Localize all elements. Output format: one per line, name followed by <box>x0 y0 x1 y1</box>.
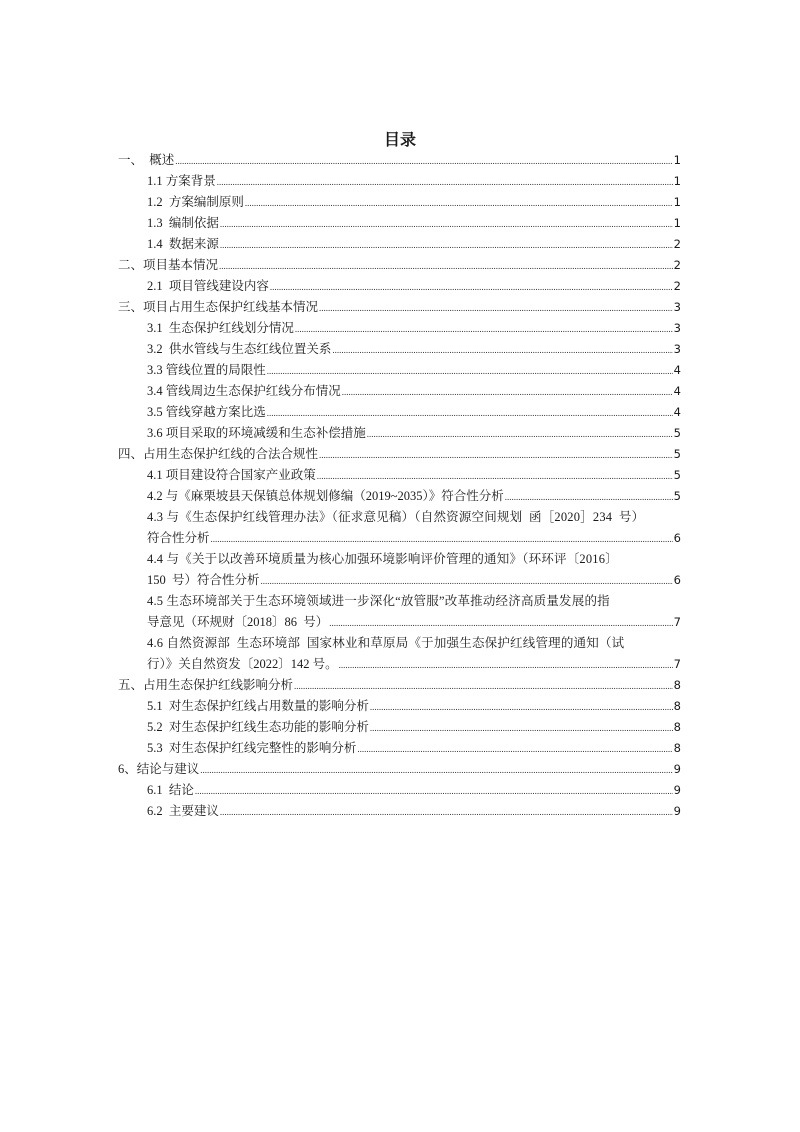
toc-entry-label: 行）》关自然资发〔2022〕142 号。 <box>147 657 338 671</box>
dot-leader <box>294 675 673 697</box>
toc-entry-label: 2.1 项目管线建设内容 <box>147 279 269 293</box>
toc-page-number: 4 <box>673 363 681 377</box>
toc-entry-6-1[interactable] <box>118 780 681 801</box>
toc-page-number: 2 <box>673 258 681 272</box>
toc-entry-label: 5.2 对生态保护红线生态功能的影响分析 <box>147 720 369 734</box>
toc-page-number: 7 <box>673 615 681 629</box>
dot-leader <box>317 465 673 487</box>
dot-leader <box>261 570 673 592</box>
toc-entry-5-3[interactable] <box>118 738 681 759</box>
toc-page-number: 7 <box>673 657 681 671</box>
dot-leader <box>200 759 672 781</box>
toc-entry-4-2[interactable] <box>118 486 681 507</box>
toc-entry-label: 3.6 项目采取的环境减缓和生态补偿措施 <box>147 426 366 440</box>
toc-entry-4-6[interactable] <box>118 633 681 675</box>
toc-entry-label: 一、 概述 <box>118 153 175 167</box>
toc-page-number: 4 <box>673 384 681 398</box>
toc-entry-3-6[interactable] <box>118 423 681 444</box>
toc-page-number: 4 <box>673 405 681 419</box>
toc-entry-label: 6.2 主要建议 <box>147 804 219 818</box>
toc-page-number: 5 <box>673 468 681 482</box>
toc-entry-5[interactable] <box>118 675 681 696</box>
toc-entry-1[interactable] <box>118 150 681 171</box>
toc-page-number: 5 <box>673 447 681 461</box>
dot-leader <box>370 717 673 739</box>
toc-entry-6[interactable] <box>118 759 681 780</box>
toc-page-number: 5 <box>673 426 681 440</box>
toc-page-number: 1 <box>673 174 681 188</box>
toc-entry-5-1[interactable] <box>118 696 681 717</box>
toc-page-number: 6 <box>673 573 681 587</box>
toc-title: 目录 <box>383 130 416 149</box>
toc-entry-1-3[interactable] <box>118 213 681 234</box>
toc-entry-first-line: 4.3 与《生态保护红线管理办法》（征求意见稿）（自然资源空间规划 函［2020］234 号） <box>147 510 645 524</box>
toc-entry-6-2[interactable] <box>118 801 681 822</box>
dot-leader <box>505 486 673 508</box>
table-of-contents <box>118 150 681 822</box>
dot-leader <box>332 339 672 361</box>
dot-leader <box>211 528 673 550</box>
dot-leader <box>329 612 672 634</box>
toc-entry-label: 3.4 管线周边生态保护红线分布情况 <box>147 384 341 398</box>
toc-entry-label: 150 号）符合性分析 <box>147 573 260 587</box>
toc-entry-first-line: 4.4 与《关于以改善环境质量为核心加强环境影响评价管理的通知》（环环评〔2016〕 <box>147 552 618 566</box>
toc-page-number: 8 <box>673 720 681 734</box>
toc-page-number: 1 <box>673 195 681 209</box>
toc-entry-label: 5.3 对生态保护红线完整性的影响分析 <box>147 741 357 755</box>
toc-entry-3-3[interactable] <box>118 360 681 381</box>
toc-entry-label: 3.2 供水管线与生态红线位置关系 <box>147 342 332 356</box>
toc-entry-3-5[interactable] <box>118 402 681 423</box>
dot-leader <box>245 192 673 214</box>
toc-entry-4-5[interactable] <box>118 591 681 633</box>
dot-leader <box>219 255 673 277</box>
toc-entry-label: 二、项目基本情况 <box>118 258 219 272</box>
dot-leader <box>357 738 672 760</box>
toc-entry-2-1[interactable] <box>118 276 681 297</box>
toc-entry-label: 6、结论与建议 <box>118 762 200 776</box>
toc-entry-3-2[interactable] <box>118 339 681 360</box>
toc-entry-1-2[interactable] <box>118 192 681 213</box>
toc-entry-label: 5.1 对生态保护红线占用数量的影响分析 <box>147 699 369 713</box>
dot-leader <box>267 402 673 424</box>
toc-entry-3[interactable] <box>118 297 681 318</box>
toc-page-number: 8 <box>673 741 681 755</box>
toc-page-number: 9 <box>673 804 681 818</box>
dot-leader <box>319 297 673 319</box>
dot-leader <box>319 444 673 466</box>
dot-leader <box>195 780 673 802</box>
toc-page-number: 8 <box>673 699 681 713</box>
toc-entry-label: 五、占用生态保护红线影响分析 <box>118 678 294 692</box>
dot-leader <box>220 213 673 235</box>
toc-entry-first-line: 4.5 生态环境部关于生态环境领域进一步深化“放管服”改革推动经济高质量发展的指 <box>147 594 610 608</box>
toc-page-number: 3 <box>673 321 681 335</box>
toc-page-number: 3 <box>673 342 681 356</box>
toc-entry-5-2[interactable] <box>118 717 681 738</box>
toc-page-number: 9 <box>673 762 681 776</box>
dot-leader <box>367 423 673 445</box>
toc-entry-1-1[interactable] <box>118 171 681 192</box>
toc-page-number: 1 <box>673 216 681 230</box>
dot-leader <box>342 381 673 403</box>
toc-entry-4-4[interactable] <box>118 549 681 591</box>
dot-leader <box>339 654 673 676</box>
toc-entry-3-1[interactable] <box>118 318 681 339</box>
toc-page-number: 1 <box>673 153 681 167</box>
toc-entry-first-line: 4.6 自然资源部 生态环境部 国家林业和草原局《于加强生态保护红线管理的通知（试 <box>147 636 625 650</box>
toc-page-number: 3 <box>673 300 681 314</box>
toc-entry-label: 3.5 管线穿越方案比选 <box>147 405 266 419</box>
toc-page-number: 8 <box>673 678 681 692</box>
dot-leader <box>175 150 672 172</box>
toc-page-number: 6 <box>673 531 681 545</box>
toc-entry-label: 符合性分析 <box>147 531 210 545</box>
dot-leader <box>220 234 673 256</box>
toc-page-number: 9 <box>673 783 681 797</box>
toc-entry-label: 1.4 数据来源 <box>147 237 219 251</box>
toc-entry-label: 6.1 结论 <box>147 783 194 797</box>
toc-entry-label: 3.3 管线位置的局限性 <box>147 363 266 377</box>
toc-entry-4[interactable] <box>118 444 681 465</box>
dot-leader <box>370 696 673 718</box>
toc-entry-3-4[interactable] <box>118 381 681 402</box>
toc-page-number: 2 <box>673 279 681 293</box>
dot-leader <box>217 171 673 193</box>
toc-entry-label: 1.2 方案编制原则 <box>147 195 244 209</box>
toc-entry-label: 1.1 方案背景 <box>147 174 216 188</box>
toc-entry-4-3[interactable] <box>118 507 681 549</box>
toc-entry-label: 导意见（环规财〔2018〕86 号） <box>147 615 329 629</box>
toc-entry-label: 3.1 生态保护红线划分情况 <box>147 321 294 335</box>
toc-entry-2[interactable] <box>118 255 681 276</box>
dot-leader <box>295 318 673 340</box>
toc-entry-label: 四、占用生态保护红线的合法合规性 <box>118 447 319 461</box>
dot-leader <box>220 801 673 823</box>
toc-entry-label: 三、项目占用生态保护红线基本情况 <box>118 300 319 314</box>
toc-entry-label: 1.3 编制依据 <box>147 216 219 230</box>
toc-entry-label: 4.2 与《麻栗坡县天保镇总体规划修编（2019~2035）》符合性分析 <box>147 489 504 503</box>
dot-leader <box>267 360 673 382</box>
toc-page-number: 2 <box>673 237 681 251</box>
dot-leader <box>270 276 673 298</box>
toc-entry-1-4[interactable] <box>118 234 681 255</box>
toc-entry-4-1[interactable] <box>118 465 681 486</box>
toc-page-number: 5 <box>673 489 681 503</box>
toc-entry-label: 4.1 项目建设符合国家产业政策 <box>147 468 316 482</box>
